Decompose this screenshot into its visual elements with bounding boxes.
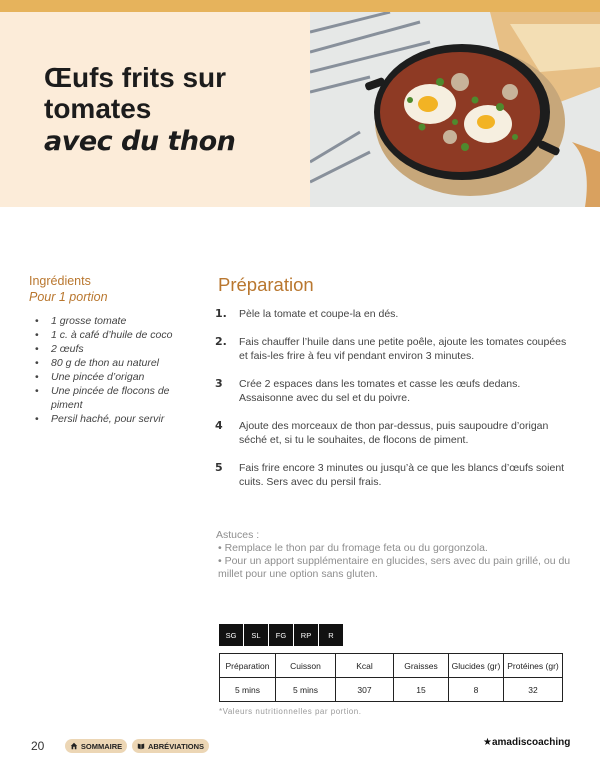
nutrition-header: Kcal	[336, 654, 394, 678]
nutrition-value: 15	[394, 678, 449, 702]
recipe-title	[44, 62, 235, 157]
step-number: 5	[215, 461, 223, 474]
nutrition-value: 8	[449, 678, 504, 702]
step-text: Ajoute des morceaux de thon par-dessus, puis saupoudre d’origan séché et, si tu le souhaites, de flocons de piment.	[239, 420, 549, 446]
step-text: Fais frire encore 3 minutes ou jusqu’à ce que les blancs d’œufs soient cuits. Sers avec du persil frais.	[239, 462, 565, 488]
preparation-step	[215, 307, 575, 321]
ingredient-item: • 80 g de thon au naturel	[35, 356, 199, 370]
title-line-2: tomates	[44, 93, 152, 124]
tip-item: • Pour un apport supplémentaire en glucides, sers avec du pain grillé, ou du millet pour une option sans gluten.	[218, 555, 571, 580]
nutrition-value: 5 mins	[276, 678, 336, 702]
step-text: Pèle la tomate et coupe-la en dés.	[239, 308, 399, 320]
ingredients-heading: Ingrédients	[29, 274, 91, 288]
nutrition-header: Cuisson	[276, 654, 336, 678]
preparation-step	[215, 335, 575, 363]
step-number: 1.	[215, 307, 227, 320]
sommaire-button[interactable]	[65, 739, 127, 753]
preparation-step	[215, 461, 575, 489]
nutrition-header: Préparation	[220, 654, 276, 678]
step-number: 3	[215, 377, 223, 390]
diet-badge: R	[319, 624, 343, 646]
tips-section	[216, 529, 586, 581]
ingredients-panel	[29, 274, 199, 426]
nutrition-value: 5 mins	[220, 678, 276, 702]
portion-label: Pour 1 portion	[29, 290, 108, 304]
diet-badges	[219, 624, 344, 646]
preparation-step	[215, 377, 575, 405]
diet-badge: RP	[294, 624, 318, 646]
title-line-1: Œufs frits sur	[44, 62, 227, 93]
ingredient-item: • 1 c. à café d’huile de coco	[35, 328, 199, 342]
tip-item: • Remplace le thon par du fromage feta ou du gorgonzola.	[218, 542, 488, 554]
tips-heading: Astuces :	[216, 529, 260, 541]
ingredient-item: • 1 grosse tomate	[35, 314, 199, 328]
title-line-3: avec du thon	[44, 126, 236, 157]
home-icon	[70, 742, 78, 750]
brand-name: amadiscoaching	[491, 737, 571, 748]
brand-logo	[483, 737, 570, 748]
nutrition-value: 32	[504, 678, 563, 702]
diet-badge: SL	[244, 624, 268, 646]
preparation-heading: Préparation	[218, 274, 314, 295]
sommaire-label: SOMMAIRE	[80, 741, 123, 751]
abreviations-label: ABRÉVIATIONS	[147, 741, 205, 751]
step-text: Fais chauffer l’huile dans une petite poêle, ajoute les tomates coupées et fais-les frire à feu vif pendant environ 3 minutes.	[239, 336, 567, 362]
step-text: Crée 2 espaces dans les tomates et casse les œufs dedans. Assaisonne avec du sel et du poivre.	[239, 378, 521, 404]
nutrition-header: Glucides (gr)	[449, 654, 504, 678]
nutrition-value-row	[220, 678, 563, 702]
nutrition-table	[219, 653, 563, 702]
nutrition-note: *Valeurs nutritionnelles par portion.	[219, 707, 362, 716]
preparation-step	[215, 419, 575, 447]
nutrition-value: 307	[336, 678, 394, 702]
ingredients-list	[29, 314, 199, 426]
top-accent-strip	[0, 0, 600, 12]
step-number: 2.	[215, 335, 227, 348]
recipe-photo-illustration	[310, 12, 600, 207]
page-number: 20	[31, 739, 45, 753]
nutrition-header: Protéines (gr)	[504, 654, 563, 678]
recipe-photo	[310, 12, 600, 207]
ingredient-item: • Une pincée d’origan	[35, 370, 199, 384]
diet-badge: SG	[219, 624, 243, 646]
abreviations-button[interactable]	[132, 739, 209, 753]
ingredient-item: • Persil haché, pour servir	[35, 412, 199, 426]
nutrition-header-row	[220, 654, 563, 678]
book-icon	[137, 742, 145, 750]
step-number: 4	[215, 419, 223, 432]
diet-badge: FG	[269, 624, 293, 646]
ingredient-item: • 2 œufs	[35, 342, 199, 356]
nutrition-header: Graisses	[394, 654, 449, 678]
star-icon: ★	[483, 737, 492, 748]
ingredient-item: • Une pincée de flocons de piment	[35, 384, 199, 412]
